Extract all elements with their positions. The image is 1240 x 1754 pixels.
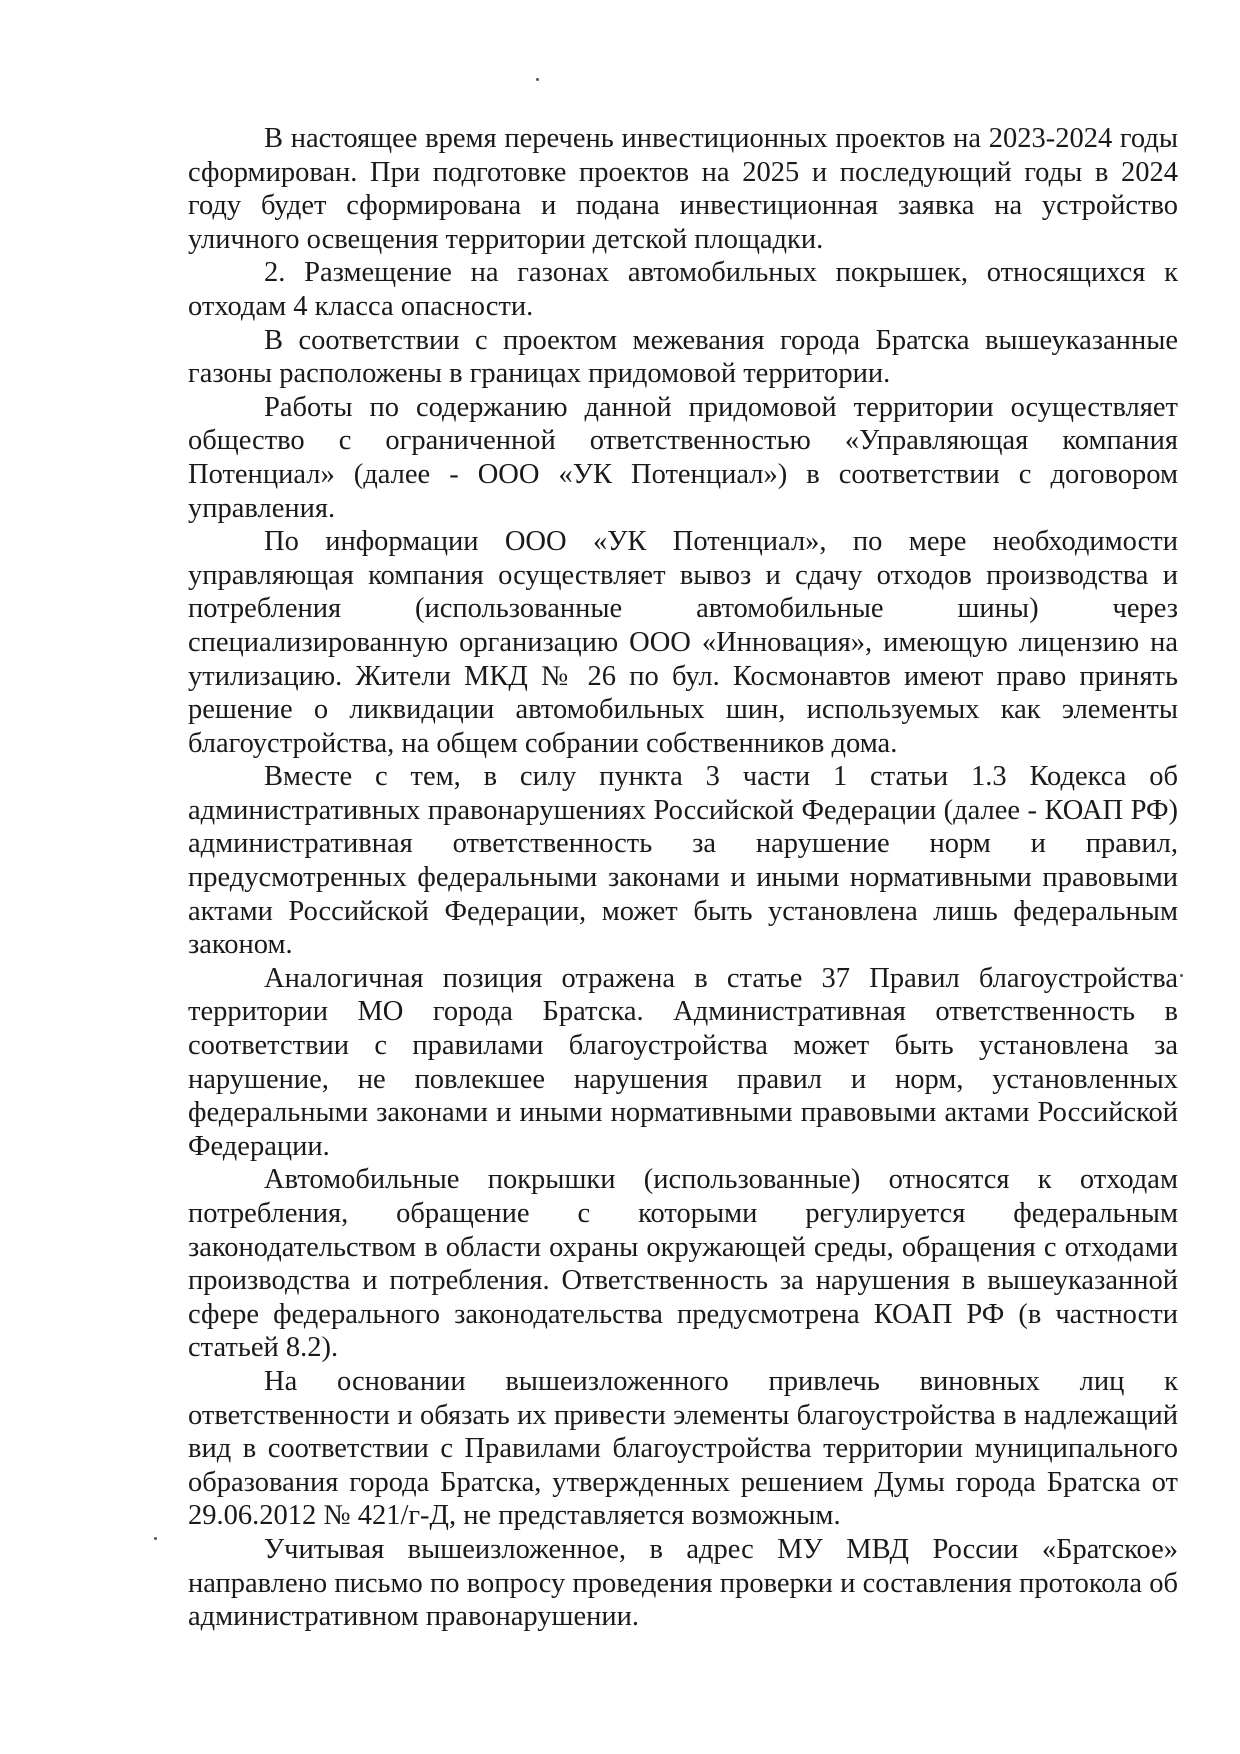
- paragraph-item-2-tires: 2. Размещение на газонах автомобильных покрышек, относящихся к отходам 4 класса опасности.: [188, 257, 1178, 322]
- paragraph-koap-provision: Вместе с тем, в силу пункта 3 части 1 статьи 1.3 Кодекса об административных правонарушениях Российской Федерации (далее - КОАП РФ) административная ответственность за нарушение норм и правил, предусмотренных федеральными законами и иными нормативными правовыми актами Российской Федерации, может быть установлена лишь федеральным законом.: [188, 761, 1178, 961]
- scan-speck: [536, 78, 539, 81]
- paragraph-land-survey: В соответствии с проектом межевания города Братска вышеуказанные газоны расположены в границах придомовой территории.: [188, 324, 1178, 390]
- scan-speck: [154, 1537, 157, 1540]
- paragraph-company-information: По информации ООО «УК Потенциал», по мере необходимости управляющая компания осуществляет вывоз и сдачу отходов производства и потребления (использованные автомобильные шины) через специализированную организацию ООО «Инновация», имеющую лицензию на утилизацию. Жители МКД № 26 по бул. Космонавтов имеют право принять решение о ликвидации автомобильных шин, используемых как элементы благоустройства, на общем собрании собственников дома.: [188, 526, 1178, 759]
- paragraph-police-letter: Учитывая вышеизложенное, в адрес МУ МВД России «Братское» направлено письмо по вопросу проведения проверки и составления протокола об административном правонарушении.: [188, 1533, 1178, 1633]
- paragraph-investment-projects: В настоящее время перечень инвестиционных проектов на 2023-2024 годы сформирован. При подготовке проектов на 2025 и последующий годы в 2024 году будет сформирована и подана инвестиционная заявка на устройство уличного освещения территории детской площадки.: [188, 123, 1178, 255]
- paragraph-tires-waste: Автомобильные покрышки (использованные) относятся к отходам потребления, обращение с которыми регулируется федеральным законодательством в области охраны окружающей среды, обращения с отходами производства и потребления. Ответственность за нарушения в вышеуказанной сфере федерального законодательства предусмотрена КОАП РФ (в частности статьей 8.2).: [188, 1164, 1178, 1364]
- paragraph-conclusion: На основании вышеизложенного привлечь виновных лиц к ответственности и обязать их привести элементы благоустройства в надлежащий вид в соответствии с Правилами благоустройства территории муниципального образования города Братска, утвержденных решением Думы города Братска от 29.06.2012 № 421/г-Д, не представляется возможным.: [188, 1365, 1178, 1532]
- document-body: [188, 122, 1178, 1634]
- paragraph-management-company: Работы по содержанию данной придомовой территории осуществляет общество с ограниченной ответственностью «Управляющая компания Потенциал» (далее - ООО «УК Потенциал») в соответствии с договором управления.: [188, 391, 1178, 524]
- paragraph-article-37: Аналогичная позиция отражена в статье 37 Правил благоустройства территории МО города Братска. Административная ответственность в соответствии с правилами благоустройства может быть установлена за нарушение, не повлекшее нарушения правил и норм, установленных федеральными законами и иными нормативными правовыми актами Российской Федерации.: [188, 962, 1178, 1162]
- scan-speck: [1180, 974, 1183, 977]
